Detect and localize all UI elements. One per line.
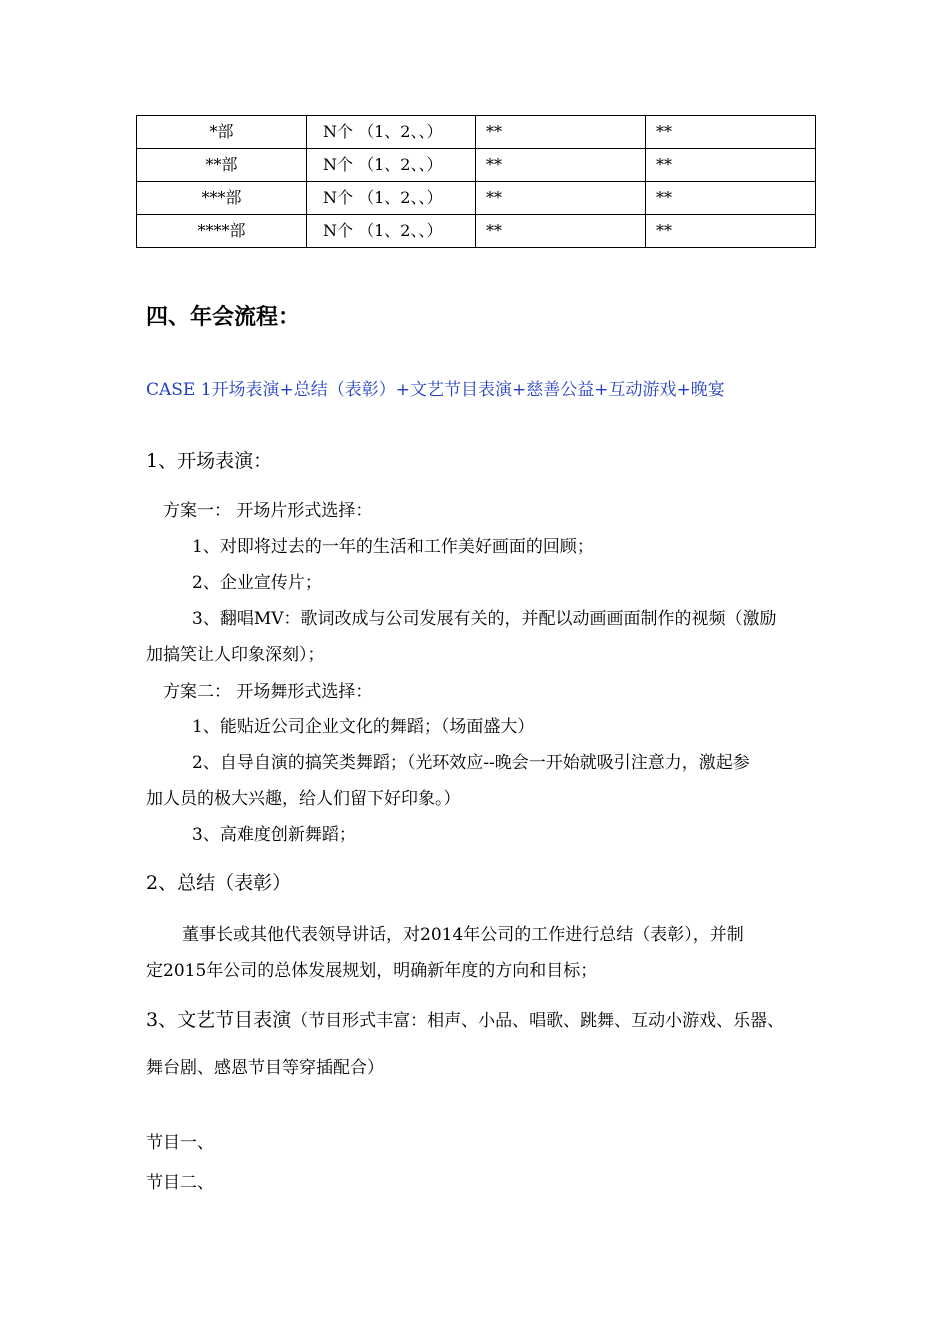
program-item: 节目一、 [146,1133,214,1153]
section-title: 四、年会流程： [146,305,301,330]
table-row [137,182,816,215]
table-cell: N个 （1、2、、） [307,116,476,149]
table-cell: ** [646,182,816,215]
program-item: 节目二、 [146,1173,214,1193]
table-cell: ** [646,116,816,149]
part2-title: 2、总结（表彰） [146,872,292,894]
list-item: 1、对即将过去的一年的生活和工作美好画面的回顾； [192,537,594,557]
part3-note-line2: 舞台剧、感恩节目等穿插配合） [146,1058,384,1078]
list-item-continuation: 加搞笑让人印象深刻）； [146,645,325,665]
table-cell: N个 （1、2、、） [307,149,476,182]
department-table [136,115,816,248]
table-cell: N个 （1、2、、） [307,215,476,248]
table-cell: ** [476,149,646,182]
table-row [137,215,816,248]
table-cell: **部 [137,149,307,182]
table-cell: ** [646,215,816,248]
list-item: 3、翻唱MV：歌词改成与公司发展有关的，并配以动画画面制作的视频（激励 [192,609,777,629]
list-item: 1、能贴近公司企业文化的舞蹈；（场面盛大） [192,717,535,737]
table-cell: ** [476,182,646,215]
plan1-heading: 方案一： 开场片形式选择： [163,501,373,521]
part1-title: 1、开场表演： [146,450,273,472]
table-cell: N个 （1、2、、） [307,182,476,215]
table-cell: ** [646,149,816,182]
part2-body-line2: 定2015年公司的总体发展规划，明确新年度的方向和目标； [146,961,598,981]
table-cell: ***部 [137,182,307,215]
table-cell: ** [476,215,646,248]
table-cell: ****部 [137,215,307,248]
table-row [137,149,816,182]
part3-heading [146,1005,784,1032]
list-item: 3、高难度创新舞蹈； [192,825,356,845]
case-line: CASE 1开场表演+总结（表彰）+文艺节目表演+慈善公益+互动游戏+晚宴 [146,380,725,400]
table-cell: ** [476,116,646,149]
part2-body-line1: 董事长或其他代表领导讲话，对2014年公司的工作进行总结（表彰），并制 [182,925,744,945]
part3-note-line1: （节目形式丰富：相声、小品、唱歌、跳舞、互动小游戏、乐器、 [291,1011,785,1031]
table-row [137,116,816,149]
part3-title: 3、文艺节目表演 [146,1009,292,1031]
list-item: 2、企业宣传片； [192,573,322,593]
plan2-heading: 方案二： 开场舞形式选择： [163,682,373,702]
table-cell: *部 [137,116,307,149]
list-item: 2、自导自演的搞笑类舞蹈；（光环效应--晚会一开始就吸引注意力，激起参 [192,753,750,773]
list-item-continuation: 加人员的极大兴趣，给人们留下好印象。） [146,789,461,809]
